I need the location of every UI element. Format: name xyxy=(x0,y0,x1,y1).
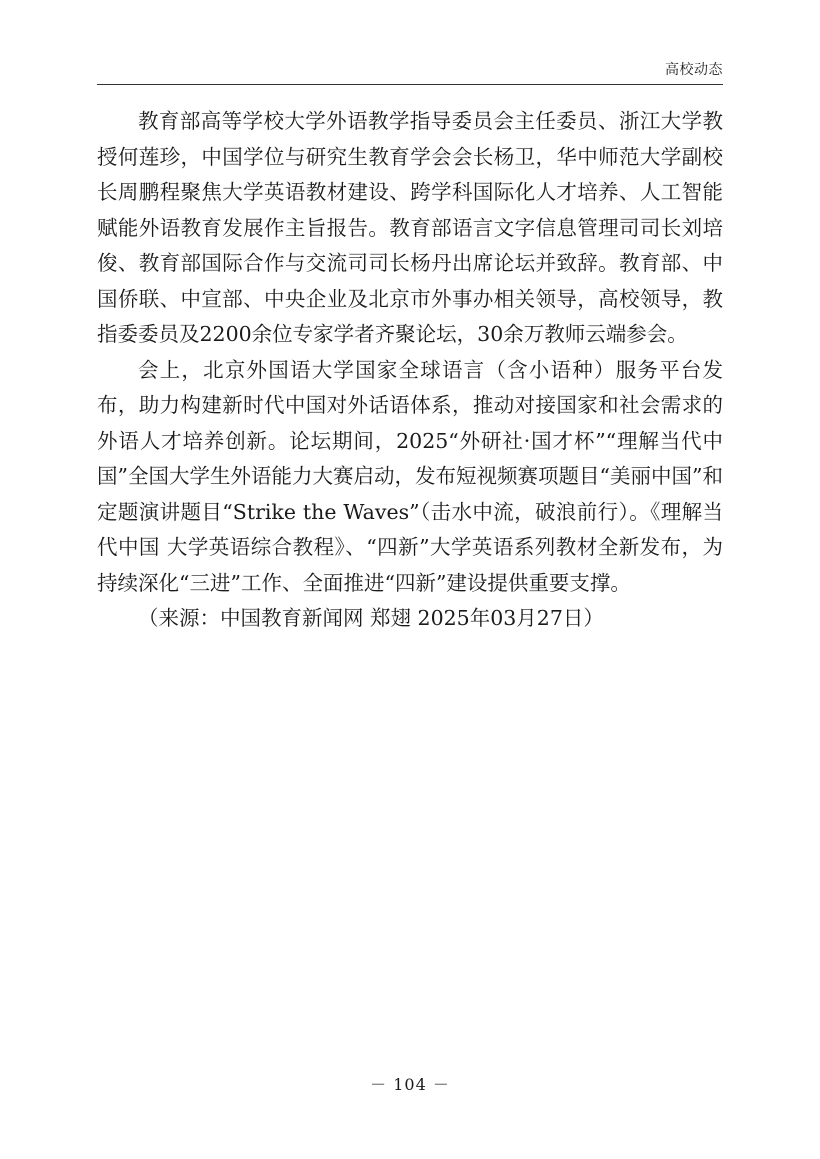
source-citation: （来源：中国教育新闻网 郑翅 2025年03月27日） xyxy=(138,606,604,630)
section-title: 高校动态 xyxy=(665,62,723,78)
paragraph-1: 教育部高等学校大学外语教学指导委员会主任委员、浙江大学教授何莲珍，中国学位与研究生教育学会会长杨卫，华中师范大学副校长周鹏程聚焦大学英语教材建设、跨学科国际化人才培养、人工智能赋能外语教育发展作主旨报告。教育部语言文字信息管理司司长刘培俊、教育部国际合作与交流司司长杨丹出席论坛并致辞。教育部、中国侨联、中宣部、中央企业及北京市外事办相关领导，高校领导，教指委委员及2200余位专家学者齐聚论坛，30余万教师云端参会。 xyxy=(97,109,723,346)
paragraph-2: 会上，北京外国语大学国家全球语言（含小语种）服务平台发布，助力构建新时代中国对外话语体系，推动对接国家和社会需求的外语人才培养创新。论坛期间，2025“外研社·国才杯”“理解当代中国”全国大学生外语能力大赛启动，发布短视频赛项题目“美丽中国”和定题演讲题目“Strike the Waves”（击水中流，破浪前行）。《理解当代中国 大学英语综合教程》、“四新”大学英语系列教材全新发布，为持续深化“三进”工作、全面推进“四新”建设提供重要支撑。 xyxy=(97,357,723,595)
running-header xyxy=(97,58,723,85)
article-body xyxy=(97,104,723,637)
page-number: － 104 － xyxy=(370,1075,450,1094)
